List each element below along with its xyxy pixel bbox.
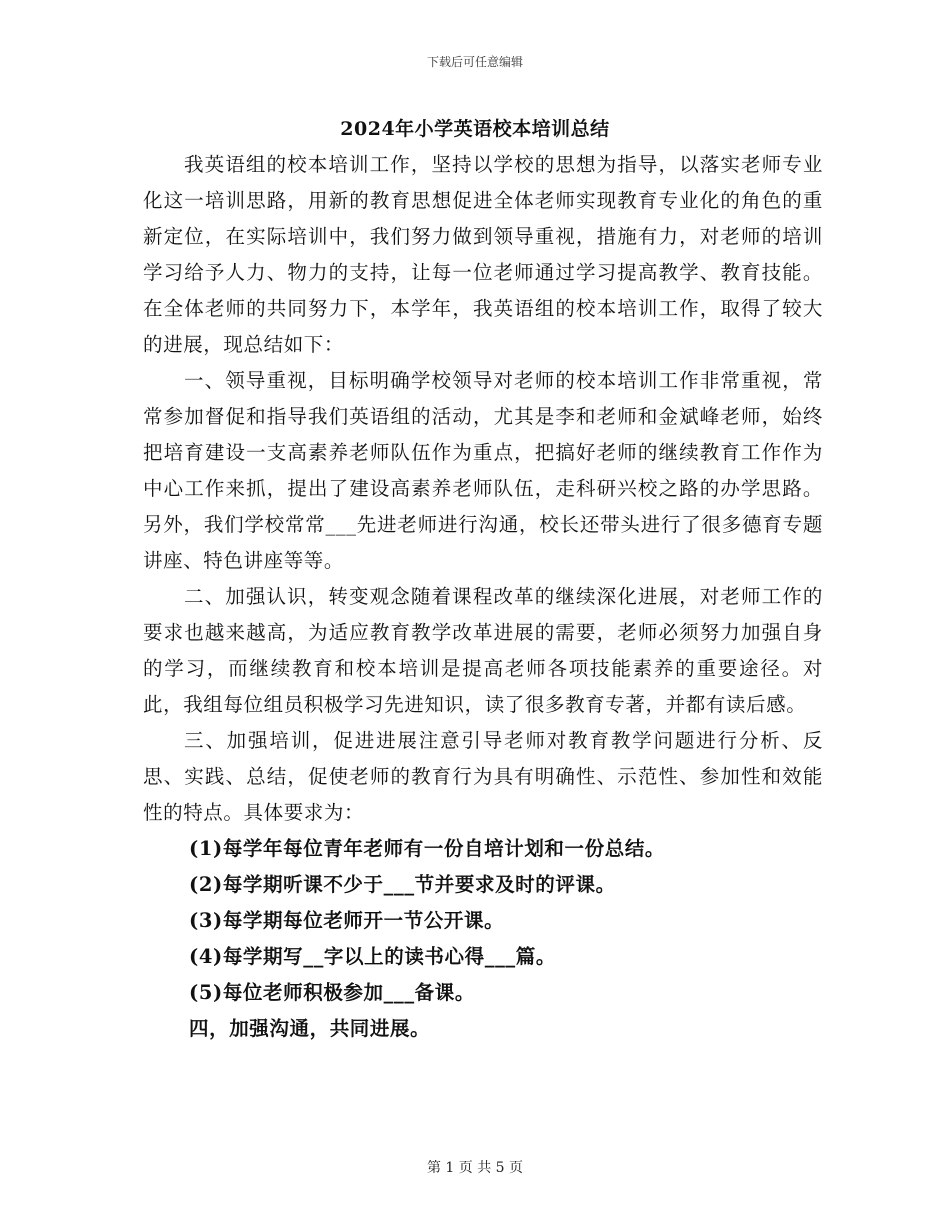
paragraph-section-3: 三、加强培训，促进进展注意引导老师对教育教学问题进行分析、反思、实践、总结，促使老师的教育行为具有明确性、示范性、参加性和效能性的特点。具体要求为： (143, 729, 823, 824)
section-heading-4: 四，加强沟通，共同进展。 (189, 1017, 431, 1040)
document-body (143, 147, 823, 1047)
list-item: (2)每学期听课不少于___节并要求及时的评课。 (189, 873, 616, 896)
list-item: (3)每学期每位老师开一节公开课。 (189, 909, 505, 932)
paragraph-section-2: 二、加强认识，转变观念随着课程改革的继续深化进展，对老师工作的要求也越来越高，为适应教育教学改革进展的需要，老师必须努力加强自身的学习，而继续教育和校本培训是提高老师各项技能素养的重要途径。对此，我组每位组员积极学习先进知识，读了很多教育专著，并都有读后感。 (143, 585, 823, 716)
list-item: (5)每位老师积极参加___备课。 (189, 981, 475, 1004)
paragraph-intro: 我英语组的校本培训工作，坚持以学校的思想为指导，以落实老师专业化这一培训思路，用新的教育思想促进全体老师实现教育专业化的角色的重新定位，在实际培训中，我们努力做到领导重视，措施有力，对老师的培训学习给予人力、物力的支持，让每一位老师通过学习提高教学、教育技能。在全体老师的共同努力下，本学年，我英语组的校本培训工作，取得了较大的进展，现总结如下： (143, 153, 823, 356)
page-number: 第 1 页 共 5 页 (426, 1160, 524, 1176)
paragraph-section-1: 一、领导重视，目标明确学校领导对老师的校本培训工作非常重视，常常参加督促和指导我们英语组的活动，尤其是李和老师和金斌峰老师，始终把培育建设一支高素养老师队伍作为重点，把搞好老师的继续教育工作作为中心工作来抓，提出了建设高素养老师队伍，走科研兴校之路的办学思路。另外，我们学校常常___先进老师进行沟通，校长还带头进行了很多德育专题讲座、特色讲座等等。 (143, 369, 823, 572)
document-title: 2024年小学英语校本培训总结 (340, 118, 610, 140)
page-header-note: 下载后可任意编辑 (426, 55, 523, 69)
list-item: (1)每学年每位青年老师有一份自培计划和一份总结。 (189, 837, 666, 860)
list-item: (4)每学期写__字以上的读书心得___篇。 (189, 945, 556, 968)
